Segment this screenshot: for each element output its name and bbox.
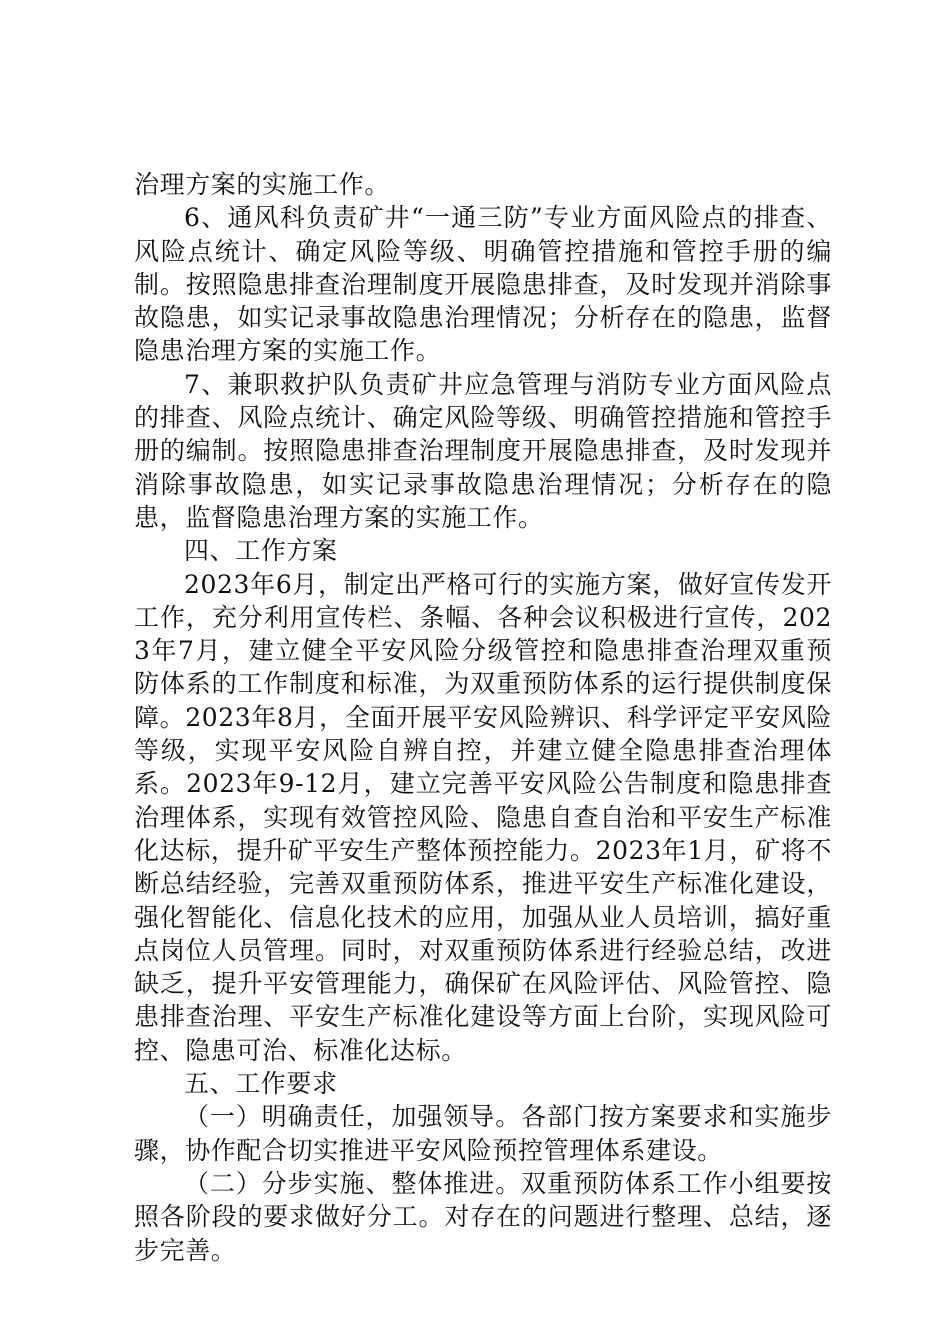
paragraph-ventilation-duty: 6、通风科负责矿井“一通三防”专业方面风险点的排查、风险点统计、确定风险等级、明确管控措施和管控手册的编制。按照隐患排查治理制度开展隐患排查，及时发现并消除事故隐患，如实记录事故隐患治理情况；分析存在的隐患，监督隐患治理方案的实施工作。 [134, 203, 832, 366]
paragraph-work-plan: 2023年6月，制定出严格可行的实施方案，做好宣传发开工作，充分利用宣传栏、条幅、各种会议积极进行宣传，2023年7月，建立健全平安风险分级管控和隐患排查治理双重预防体系的工作制度和标准，为双重预防体系的运行提供制度保障。2023年8月，全面开展平安风险辨识、科学评定平安风险等级，实现平安风险自辨自控，并建立健全隐患排查治理体系。2023年9-12月，建立完善平安风险公告制度和隐患排查治理体系，实现有效管控风险、隐患自查自治和平安生产标准化达标，提升矿平安生产整体预控能力。2023年1月，矿将不断总结经验，完善双重预防体系，推进平安生产标准化建设，强化智能化、信息化技术的应用，加强从业人员培训，搞好重点岗位人员管理。同时，对双重预防体系进行经验总结，改进缺乏，提升平安管理能力，确保矿在风险评估、风险管控、隐患排查治理、平安生产标准化建设等方面上台阶，实现风险可控、隐患可治、标准化达标。 [134, 569, 832, 1065]
section-heading-work-plan: 四、工作方案 [184, 536, 338, 566]
paragraph-requirement-1: （一）明确责任，加强领导。各部门按方案要求和实施步骤，协作配合切实推进平安风险预控管理体系建设。 [134, 1102, 832, 1165]
document-body [134, 168, 832, 1267]
paragraph-continuation: 治理方案的实施工作。 [134, 170, 391, 199]
paragraph-requirement-2: （二）分步实施、整体推进。双重预防体系工作小组要按照各阶段的要求做好分工。对存在的问题进行整理、总结，逐步完善。 [134, 1168, 832, 1265]
paragraph-rescue-team-duty: 7、兼职救护队负责矿井应急管理与消防专业方面风险点的排查、风险点统计、确定风险等级、明确管控措施和管控手册的编制。按照隐患排查治理制度开展隐患排查，及时发现并消除事故隐患，如实记录事故隐患治理情况；分析存在的隐患，监督隐患治理方案的实施工作。 [134, 369, 832, 532]
section-heading-work-requirements: 五、工作要求 [184, 1069, 338, 1099]
